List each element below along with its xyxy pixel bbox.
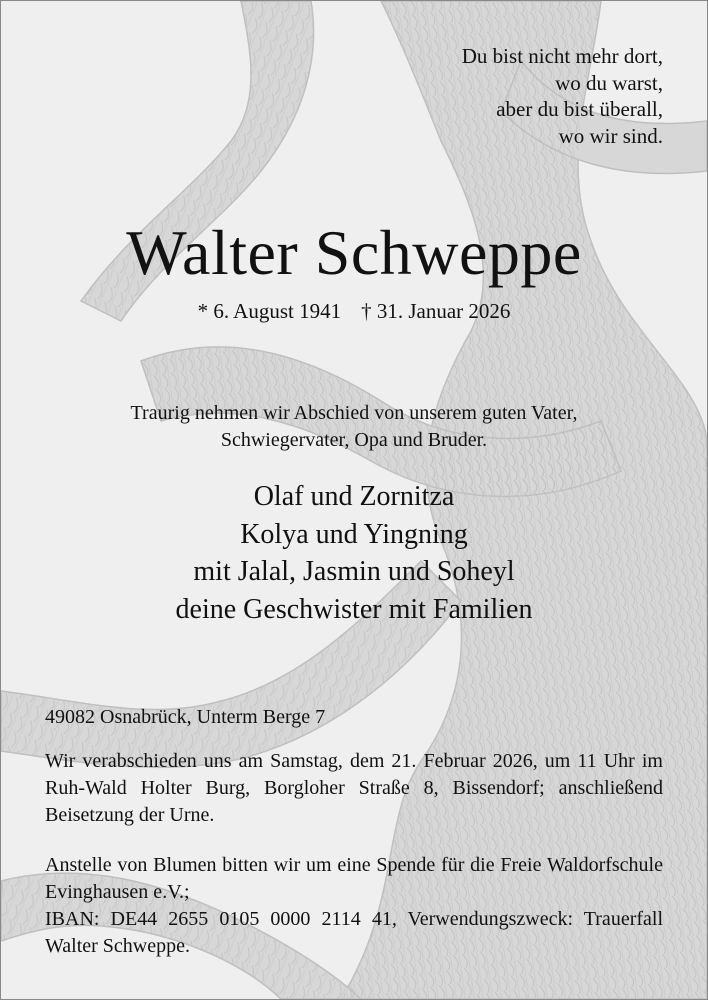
funeral-details: Wir verabschieden uns am Samstag, dem 21. Februar 2026, um 11 Uhr im Ruh-Wald Holter Burg, Borgloher Straße 8, Bissendorf; anschließend Beisetzung der Urne.: [45, 750, 663, 826]
motto-line: Du bist nicht mehr dort,: [461, 44, 663, 68]
family-address: 49082 Osnabrück, Unterm Berge 7: [45, 706, 326, 728]
mourning-intro: [1, 400, 707, 454]
motto-line: wo wir sind.: [558, 123, 663, 148]
donation-text: Anstelle von Blumen bitten wir um eine Spende für die Freie Waldorfschule Evinghausen e.V.;: [45, 854, 663, 903]
intro-line: Schwiegervater, Opa und Bruder.: [220, 429, 488, 451]
mourner-line: Kolya und Yingning: [240, 518, 468, 550]
mourners-list: [1, 478, 707, 628]
deceased-name: Walter Schweppe: [126, 217, 582, 288]
birth-date: * 6. August 1941: [197, 299, 342, 323]
intro-line: Traurig nehmen wir Abschied von unserem guten Vater,: [130, 402, 578, 424]
motto-line: wo du warst,: [555, 70, 663, 95]
donation-iban: IBAN: DE44 2655 0105 0000 2114 41, Verwendungszweck: Trauerfall Walter Schweppe.: [45, 908, 663, 957]
donation-request: [45, 852, 663, 960]
life-dates: [1, 297, 707, 325]
death-date: † 31. Januar 2026: [361, 299, 511, 323]
mourner-line: deine Geschwister mit Familien: [175, 593, 533, 625]
motto-line: aber du bist überall,: [496, 97, 663, 121]
mourner-line: mit Jalal, Jasmin und Soheyl: [193, 556, 515, 587]
motto-quote: [462, 43, 663, 149]
mourner-line: Olaf und Zornitza: [253, 481, 455, 512]
